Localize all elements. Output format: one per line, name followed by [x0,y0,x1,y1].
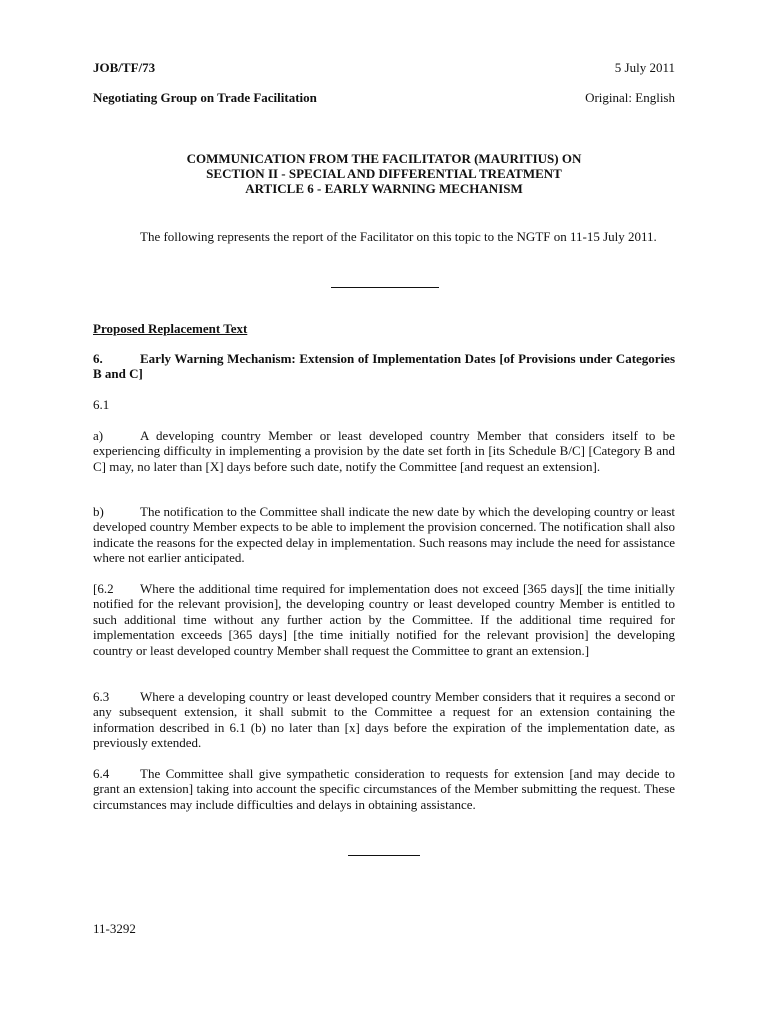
paragraph-6-1-a [93,428,675,474]
section-heading: Proposed Replacement Text [93,321,248,336]
doc-symbol: JOB/TF/73 [93,60,156,75]
paragraph-6-3 [93,689,675,751]
intro-paragraph: The following represents the report of the Facilitator on this topic to the NGTF on 11-15 July 2011. [140,229,657,244]
article-heading [93,351,675,382]
item-b-label: b) [93,504,104,519]
original-language: Original: English [585,90,675,105]
footer-doc-number: 11-3292 [93,921,136,936]
paragraph-6-1-b [93,504,675,566]
separator-line-top [331,287,439,288]
paragraph-6-4 [93,766,675,812]
header-second-row [93,90,675,106]
p64-text: The Committee shall give sympathetic consideration to requests for extension [and may decide to grant an extension] taking into account the specific circumstances of the Member submitting the request. These circumstances may include difficulties and delays in obtaining assistance. [93,766,675,812]
paragraph-6-1-label: 6.1 [93,397,110,412]
p63-text: Where a developing country or least developed country Member considers that it requires a second or any subsequent extension, it shall submit to the Committee a request for an extension containing the information described in 6.1 (b) no later than [x] days before the expiration of the implementation date, as previously extended. [93,689,675,751]
p62-text: Where the additional time required for implementation does not exceed [365 days][ the time initially notified for the relevant provision], the developing country or least developed country Member is entitled to such additional time without any further action by the Committee. If the additional time required for implementation exceeds [365 days] [the time initially notified for the relevant provision] the developing country or least developed country Member shall request the Committee to grant an extension.] [93,581,675,658]
article-number: 6. [93,351,103,366]
paragraph-6-2 [93,581,675,658]
p62-label: [6.2 [93,581,114,596]
title-line-1: COMMUNICATION FROM THE FACILITATOR (MAURITIUS) ON [186,151,582,166]
item-b-text: The notification to the Committee shall indicate the new date by which the developing country or least developed country Member expects to be able to implement the provision concerned. The notification shall also indicate the reasons for the expected delay in implementation. Such reasons may include the need for assistance where not earlier anticipated. [93,504,675,566]
separator-line-bottom [348,855,420,856]
negotiating-group: Negotiating Group on Trade Facilitation [93,90,317,105]
item-a-text: A developing country Member or least developed country Member that considers itself to be experiencing difficulty in implementing a provision by the date set forth in [its Schedule B/C] [Category B and C] may, no later than [X] days before such date, notify the Committee [and request an extension]. [93,428,675,474]
p64-label: 6.4 [93,766,110,781]
item-a-label: a) [93,428,104,443]
article-title: Early Warning Mechanism: Extension of Implementation Dates [of Provisions under Categories B and C] [93,351,675,382]
header-top-row [93,60,675,76]
doc-date: 5 July 2011 [614,60,675,75]
title-line-3: ARTICLE 6 - EARLY WARNING MECHANISM [245,181,523,196]
document-title [93,151,675,196]
title-line-2: SECTION II - SPECIAL AND DIFFERENTIAL TREATMENT [206,166,562,181]
p63-label: 6.3 [93,689,110,704]
